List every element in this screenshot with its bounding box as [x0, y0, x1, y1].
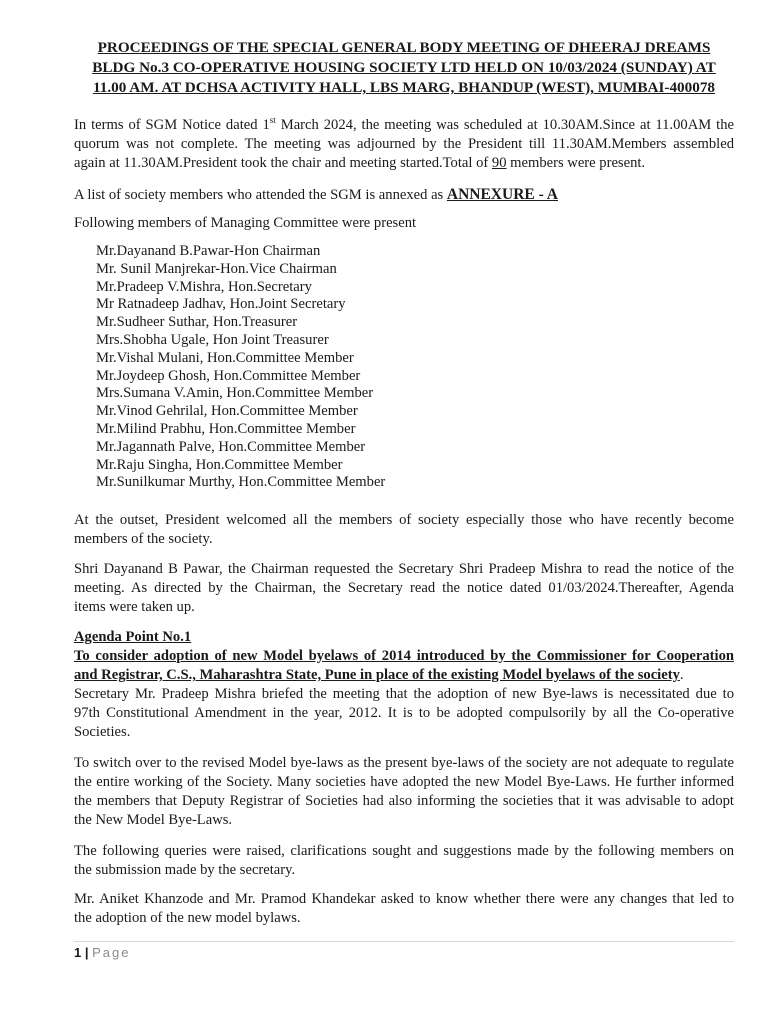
list-item: Mr.Vishal Mulani, Hon.Committee Member	[96, 349, 354, 366]
agenda-p1-line-3: Societies.	[74, 724, 131, 740]
list-item: Mr.Jagannath Palve, Hon.Committee Member	[96, 438, 366, 455]
committee-intro-text: Following members of Managing Committee were present	[74, 215, 417, 231]
notice-paragraph	[74, 560, 734, 617]
document-title	[74, 38, 734, 98]
intro-line-2: quorum was not complete. The meeting was adjourned by the President till 11.30AM.Members assembled	[74, 136, 734, 152]
notice-line-1: Shri Dayanand B Pawar, the Chairman requested the Secretary Shri Pradeep Mishra to read the notice of the	[74, 561, 734, 577]
agenda-p2-line-4: the New Model Bye-Laws.	[74, 812, 233, 828]
welcome-line-2: members of the society.	[74, 531, 213, 547]
list-item: Mrs.Shobha Ugale, Hon Joint Treasurer	[96, 331, 329, 348]
agenda-p4-line-1: Mr. Aniket Khanzode and Mr. Pramod Khandekar asked to know whether there were any changes that led to	[74, 891, 734, 907]
committee-intro	[74, 214, 734, 233]
agenda-p3-line-2: the submission made by the secretary.	[74, 862, 296, 878]
intro-line-1	[74, 116, 734, 135]
agenda-p2-line-2: the entire working of the Society. Many societies have adopted the new Model Bye-Laws. He further informed	[74, 774, 734, 790]
intro-text: In terms of SGM Notice dated 1	[74, 117, 270, 133]
title-line-3: 11.00 AM. AT DCHSA ACTIVITY HALL, LBS MARG, BHANDUP (WEST), MUMBAI-400078	[92, 79, 716, 96]
agenda-paragraph-2	[74, 754, 734, 830]
agenda-p3-line-1: The following queries were raised, clarifications sought and suggestions made by the following members on	[74, 843, 734, 859]
notice-line-2: meeting. As directed by the Chairman, the Secretary read the notice dated 01/03/2024.Thereafter, Agenda	[74, 580, 734, 596]
agenda-subject-line-1: To consider adoption of new Model byelaws of 2014 introduced by the Commissioner for Cooperation	[74, 648, 734, 664]
agenda-subject-period: .	[679, 667, 684, 683]
list-item: Mrs.Sumana V.Amin, Hon.Committee Member	[96, 385, 374, 402]
welcome-line-1: At the outset, President welcomed all the members of society especially those who have recently become	[74, 512, 734, 528]
intro-text: members were present.	[506, 155, 646, 171]
page-footer	[74, 943, 131, 962]
list-item: Mr.Pradeep V.Mishra, Hon.Secretary	[96, 278, 312, 295]
agenda-paragraph-4	[74, 890, 734, 928]
annexure-text: A list of society members who attended the SGM is annexed as	[74, 187, 447, 203]
ordinal-suffix: st	[269, 115, 276, 126]
title-line-1: PROCEEDINGS OF THE SPECIAL GENERAL BODY MEETING OF DHEERAJ DREAMS	[97, 39, 711, 56]
notice-line-3: items were taken up.	[74, 599, 195, 615]
intro-line-3	[74, 154, 734, 173]
list-item: Mr.Raju Singha, Hon.Committee Member	[96, 456, 343, 473]
list-item: Mr.Joydeep Ghosh, Hon.Committee Member	[96, 367, 361, 384]
agenda-heading: Agenda Point No.1	[74, 629, 192, 645]
page-number: 1	[74, 945, 82, 960]
agenda-paragraph-3	[74, 842, 734, 880]
member-count: 90	[491, 155, 507, 171]
title-line-2: BLDG No.3 CO-OPERATIVE HOUSING SOCIETY LTD HELD ON 10/03/2024 (SUNDAY) AT	[92, 59, 716, 76]
agenda-point-1	[74, 628, 734, 742]
annexure-paragraph	[74, 185, 734, 205]
welcome-paragraph	[74, 511, 734, 549]
page-label: Page	[92, 945, 131, 960]
committee-member-list	[96, 243, 385, 492]
intro-paragraph	[74, 116, 734, 173]
agenda-p1-line-2: 97th Constitutional Amendment in the year, 2012. It is to be adopted compulsorily by all the Co-operative	[74, 705, 734, 721]
footer-separator: |	[84, 945, 89, 960]
agenda-subject-text: and Registrar, C.S., Maharashtra State, Pune in place of the existing Model byelaws of the society	[74, 667, 680, 683]
list-item: Mr.Sudheer Suthar, Hon.Treasurer	[96, 314, 298, 331]
agenda-p2-line-3: the members that Deputy Registrar of Societies had also informing the societies that it was advisable to adopt	[74, 793, 734, 809]
annexure-line	[74, 185, 734, 205]
annexure-label: ANNEXURE - A	[446, 186, 558, 203]
agenda-subject-line-2	[74, 666, 734, 685]
list-item: Mr.Vinod Gehrilal, Hon.Committee Member	[96, 403, 358, 420]
list-item: Mr. Sunil Manjrekar-Hon.Vice Chairman	[96, 260, 337, 277]
list-item: Mr.Sunilkumar Murthy, Hon.Committee Member	[96, 474, 386, 491]
list-item: Mr Ratnadeep Jadhav, Hon.Joint Secretary	[96, 296, 346, 313]
agenda-p4-line-2: the adoption of the new model bylaws.	[74, 910, 301, 926]
intro-text: again at 11.30AM.President took the chair and meeting started.Total of	[74, 155, 492, 171]
footer-divider	[74, 941, 734, 942]
agenda-p1-line-1: Secretary Mr. Pradeep Mishra briefed the meeting that the adoption of new Bye-laws is necessitated due to	[74, 686, 734, 702]
intro-text: March 2024, the meeting was scheduled at 10.30AM.Since at 11.00AM the	[275, 117, 734, 133]
list-item: Mr.Dayanand B.Pawar-Hon Chairman	[96, 243, 321, 259]
list-item: Mr.Milind Prabhu, Hon.Committee Member	[96, 420, 356, 437]
agenda-p2-line-1: To switch over to the revised Model bye-laws as the present bye-laws of the society are not adequate to regulate	[74, 755, 734, 771]
